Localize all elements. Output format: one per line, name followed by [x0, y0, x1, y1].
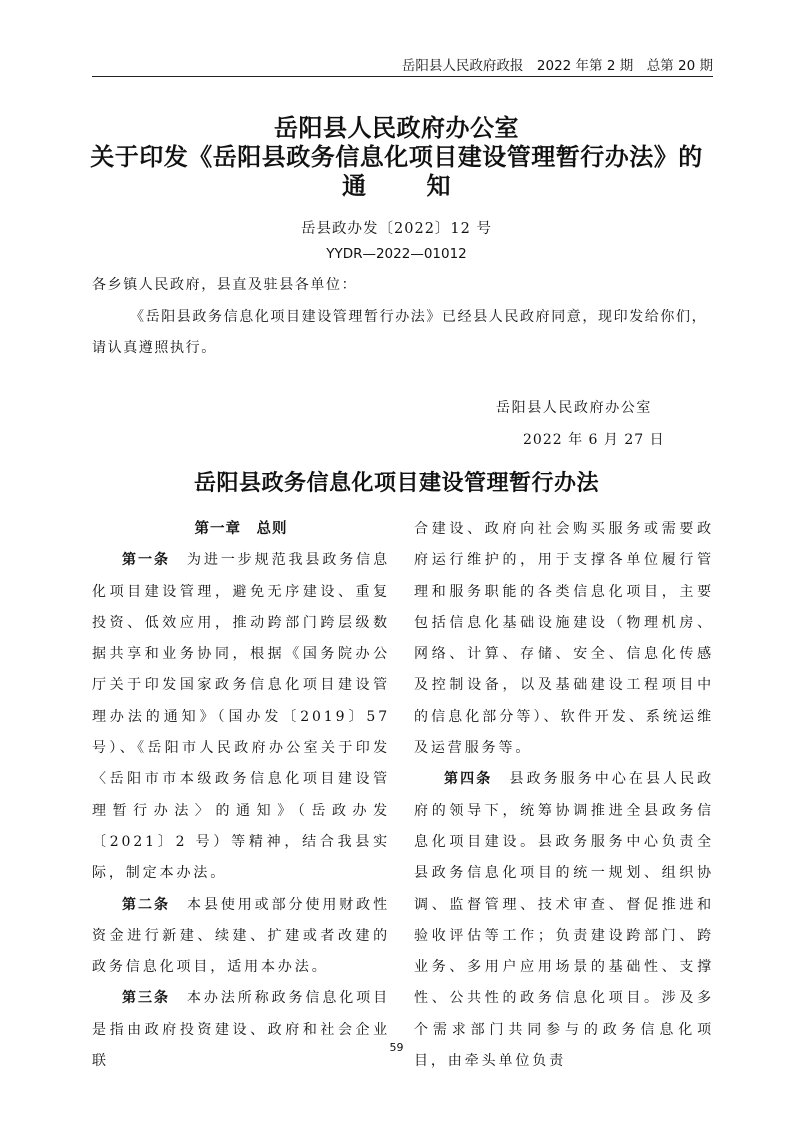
article-1-label: 第一条: [122, 552, 171, 569]
notice-title: [0, 113, 793, 200]
notice-word: [0, 171, 793, 200]
article-2-label: 第二条: [122, 896, 171, 913]
article-3-continued: 合建设、政府向社会购买服务或需要政府运行维护的，用于支撑各单位履行管理和服务职能的各类信息化项目，主要包括信息化基础设施建设（物理机房、网络、计算、存储、安全、信息化传感及控制设备，以及基础建设工程项目中的信息化部分等）、软件开发、系统运维及运营服务等。: [414, 521, 714, 757]
document-title: 岳阳县政务信息化项目建设管理暂行办法: [193, 470, 599, 496]
notice-char-1: 通: [342, 171, 367, 200]
signature-organization: 岳阳县人民政府办公室: [496, 400, 652, 416]
chapter-heading: 第一章 总则: [194, 521, 288, 537]
article-2-text: 本县使用或部分使用财政性资金进行新建、续建、扩建或者改建的政务信息化项目，适用本办法。: [92, 896, 390, 976]
left-column: [92, 514, 390, 1077]
article-3-label: 第三条: [122, 990, 171, 1007]
article-1-text: 为进一步规范我县政务信息化项目建设管理，避免无序建设、重复投资、低效应用，推动跨部门跨层级数据共享和业务协同，根据《国务院办公厅关于印发国家政务信息化项目建设管理办法的通知》（国办发〔2019〕57 号）、《岳阳市人民政府办公室关于印发〈岳阳市市本级政务信息化项目建设管理暂行办法〉的通知》（岳政办发〔2021〕2 号）等精神，结合我县实际，制定本办法。: [92, 552, 390, 882]
notice-issuer: 岳阳县人民政府办公室: [274, 113, 519, 142]
document-number: 岳县政办发〔2022〕12 号: [301, 221, 492, 237]
article-4-text: 县政务服务中心在县人民政府的领导下，统筹协调推进全县政务信息化项目建设。县政务服务中心负责全县政务信息化项目的统一规划、组织协调、监督管理、技术审查、督促推进和验收评估等工作；负责建设跨部门、跨业务、多用户应用场景的基础性、支撑性、公共性的政务信息化项目。涉及多个需求部门共同参与的政务信息化项目，由牵头单位负责: [414, 771, 715, 1070]
article-2: [92, 890, 390, 984]
article-4: [414, 764, 714, 1077]
article-4-label: 第四条: [444, 771, 493, 788]
salutation: 各乡镇人民政府，县直及驻县各单位：: [92, 277, 358, 293]
page-number: 59: [389, 1041, 404, 1054]
article-3: [92, 983, 390, 1077]
registration-code: YYDR—2022—01012: [326, 246, 467, 262]
notice-subject: 关于印发《岳阳县政务信息化项目建设管理暂行办法》的: [90, 142, 703, 171]
running-header: [92, 58, 713, 77]
signature-date: 2022 年 6 月 27 日: [523, 432, 665, 448]
article-3-text: 本办法所称政务信息化项目是指由政府投资建设、政府和社会企业联: [92, 990, 390, 1070]
article-1: [92, 545, 390, 889]
running-header-text: 岳阳县人民政府政报 2022 年第 2 期 总第 20 期: [401, 58, 713, 74]
notice-char-2: 知: [426, 171, 451, 200]
right-column: [414, 514, 714, 1077]
notice-body: 《岳阳县政务信息化项目建设管理暂行办法》已经县人民政府同意，现印发给你们，请认真遵照执行。: [92, 309, 708, 356]
